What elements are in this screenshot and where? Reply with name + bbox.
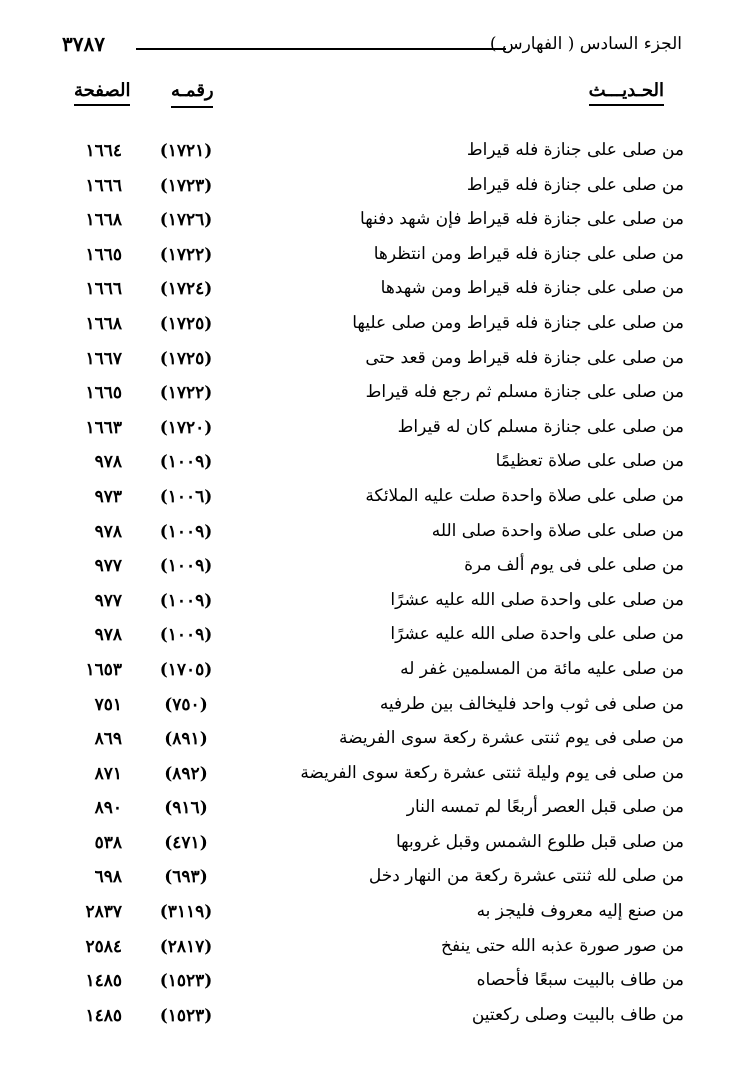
row-hadith-text: من صلى قبل طلوع الشمس وقبل غروبها xyxy=(395,831,684,852)
index-table xyxy=(60,136,684,1035)
running-title: الجزء السادس ( الفهارس ) xyxy=(489,34,682,54)
row-number: (١٧٢٦) xyxy=(159,210,213,231)
table-row xyxy=(60,620,684,655)
row-hadith-text: من صلى على جنازة فله قيراط ومن صلى عليها xyxy=(352,312,684,333)
row-number: (١٧٢٥) xyxy=(159,313,213,334)
row-hadith-text: من صلى على جنازة فله قيراط ومن انتظرها xyxy=(373,243,684,264)
row-number: (٤٧١) xyxy=(164,832,208,853)
column-header-number-rule xyxy=(171,106,213,108)
row-page: ١٦٥٣ xyxy=(85,659,122,680)
table-row xyxy=(60,517,684,552)
row-number: (١٧٢٢) xyxy=(159,383,213,404)
row-page: ١٦٦٤ xyxy=(85,141,122,161)
row-number: (٧٥٠) xyxy=(164,694,208,715)
row-page: ١٤٨٥ xyxy=(85,1005,122,1026)
row-hadith-text: من صلى على جنازة مسلم ثم رجع فله قيراط xyxy=(365,382,684,403)
table-row xyxy=(60,966,684,1001)
row-number: (١٠٠٩) xyxy=(159,590,213,611)
row-hadith-text: من صلى لله ثنتى عشرة ركعة من النهار دخل xyxy=(368,866,684,887)
row-page: ٨٧١ xyxy=(94,763,122,784)
row-hadith-text: من صلى على صلاة تعظيمًا xyxy=(495,451,684,472)
row-hadith-text: من طاف بالبيت وصلى ركعتين xyxy=(471,1004,684,1025)
row-page: ٢٥٨٤ xyxy=(85,936,122,957)
row-number: (١٧٢٣) xyxy=(159,175,213,196)
row-number: (١٠٠٩) xyxy=(159,625,213,646)
row-page: ١٤٨٥ xyxy=(85,971,122,992)
row-page: ٩٧٨ xyxy=(94,521,122,542)
row-number: (١٧٢٤) xyxy=(159,279,213,300)
table-row xyxy=(60,378,684,413)
table-row xyxy=(60,551,684,586)
row-number: (١٧٢٢) xyxy=(159,244,213,265)
row-hadith-text: من طاف بالبيت سبعًا فأحصاه xyxy=(476,970,684,991)
row-page: ١٦٦٦ xyxy=(85,279,122,300)
row-page: ٨٦٩ xyxy=(94,729,122,750)
row-number: (١٧٠٥) xyxy=(159,659,213,680)
row-page: ١٦٦٦ xyxy=(85,175,122,196)
row-number: (٦٩٣) xyxy=(164,867,208,888)
table-row xyxy=(60,274,684,309)
row-hadith-text: من صلى على جنازة مسلم كان له قيراط xyxy=(397,416,684,437)
row-number: (١٠٠٩) xyxy=(159,521,213,542)
row-hadith-text: من صلى فى يوم وليلة ثنتى عشرة ركعة سوى الفريضة xyxy=(300,762,684,783)
row-hadith-text: من صلى على جنازة فله قيراط فإن شهد دفنها xyxy=(360,209,684,230)
table-row xyxy=(60,205,684,240)
table-row xyxy=(60,413,684,448)
table-row xyxy=(60,759,684,794)
row-hadith-text: من صلى على واحدة صلى الله عليه عشرًا xyxy=(390,589,684,610)
table-row xyxy=(60,1001,684,1036)
row-number: (٨٩٢) xyxy=(164,763,208,784)
table-row xyxy=(60,240,684,275)
table-row xyxy=(60,309,684,344)
row-number: (١٠٠٩) xyxy=(159,556,213,577)
table-row xyxy=(60,862,684,897)
row-number: (٣١١٩) xyxy=(159,902,213,923)
row-page: ١٦٦٨ xyxy=(85,210,122,231)
row-page: ٥٣٨ xyxy=(94,832,122,853)
row-hadith-text: من صلى على جنازة فله قيراط xyxy=(466,140,684,160)
row-hadith-text: من صلى على جنازة فله قيراط ومن قعد حتى xyxy=(365,347,684,368)
row-hadith-text: من صلى على واحدة صلى الله عليه عشرًا xyxy=(390,624,684,645)
table-row xyxy=(60,482,684,517)
row-hadith-text: من صلى على صلاة واحدة صلى الله xyxy=(431,520,684,541)
table-row xyxy=(60,828,684,863)
row-page: ٩٧٧ xyxy=(94,590,122,611)
row-page: ٢٨٣٧ xyxy=(85,902,122,923)
row-number: (٨٩١) xyxy=(164,729,208,750)
row-page: ٩٧٧ xyxy=(94,556,122,577)
row-hadith-text: من صلى قبل العصر أربعًا لم تمسه النار xyxy=(406,797,684,818)
row-hadith-text: من صلى فى يوم ثنتى عشرة ركعة سوى الفريضة xyxy=(338,728,684,749)
row-page: ٩٧٨ xyxy=(94,625,122,646)
page-number: ٣٧٨٧ xyxy=(62,32,105,56)
row-page: ٩٧٣ xyxy=(94,486,122,507)
table-row xyxy=(60,897,684,932)
column-header-hadith: الحـديـــث xyxy=(589,80,664,106)
row-number: (٩١٦) xyxy=(164,798,208,819)
row-page: ٧٥١ xyxy=(94,694,122,715)
row-hadith-text: من صلى على فى يوم ألف مرة xyxy=(464,555,684,576)
row-page: ١٦٦٥ xyxy=(85,244,122,265)
row-hadith-text: من صلى فى ثوب واحد فليخالف بين طرفيه xyxy=(379,693,684,714)
table-row xyxy=(60,932,684,967)
row-number: (١٥٢٣) xyxy=(159,1005,213,1026)
row-page: ٨٩٠ xyxy=(94,798,122,819)
row-hadith-text: من صلى عليه مائة من المسلمين غفر له xyxy=(400,658,684,679)
row-number: (١٥٢٣) xyxy=(159,971,213,992)
table-row xyxy=(60,136,684,171)
row-page: ١٦٦٥ xyxy=(85,383,122,404)
row-number: (١٠٠٦) xyxy=(159,486,213,507)
table-row xyxy=(60,690,684,725)
page-header xyxy=(62,32,682,62)
row-hadith-text: من صلى على جنازة فله قيراط ومن شهدها xyxy=(380,278,684,299)
row-hadith-text: من صلى على جنازة فله قيراط xyxy=(466,174,684,195)
row-hadith-text: من صلى على صلاة واحدة صلت عليه الملائكة xyxy=(365,485,684,506)
header-rule xyxy=(136,48,506,50)
row-number: (١٧٢١) xyxy=(159,141,213,161)
row-number: (١٠٠٩) xyxy=(159,452,213,473)
table-row xyxy=(60,793,684,828)
row-number: (٢٨١٧) xyxy=(159,936,213,957)
row-number: (١٧٢٥) xyxy=(159,348,213,369)
row-hadith-text: من صنع إليه معروف فليجز به xyxy=(476,901,684,922)
row-number: (١٧٢٠) xyxy=(159,417,213,438)
table-row xyxy=(60,655,684,690)
row-hadith-text: من صور صورة عذبه الله حتى ينفخ xyxy=(440,935,684,956)
row-page: ١٦٦٣ xyxy=(85,417,122,438)
table-row xyxy=(60,344,684,379)
row-page: ٦٩٨ xyxy=(94,867,122,888)
row-page: ٩٧٨ xyxy=(94,452,122,473)
table-row xyxy=(60,171,684,206)
column-header-page: الصفحة xyxy=(74,80,130,106)
row-page: ١٦٦٧ xyxy=(85,348,122,369)
table-row xyxy=(60,724,684,759)
row-page: ١٦٦٨ xyxy=(85,313,122,334)
table-row xyxy=(60,586,684,621)
column-header-number: رقمـه xyxy=(171,80,214,101)
table-row xyxy=(60,447,684,482)
